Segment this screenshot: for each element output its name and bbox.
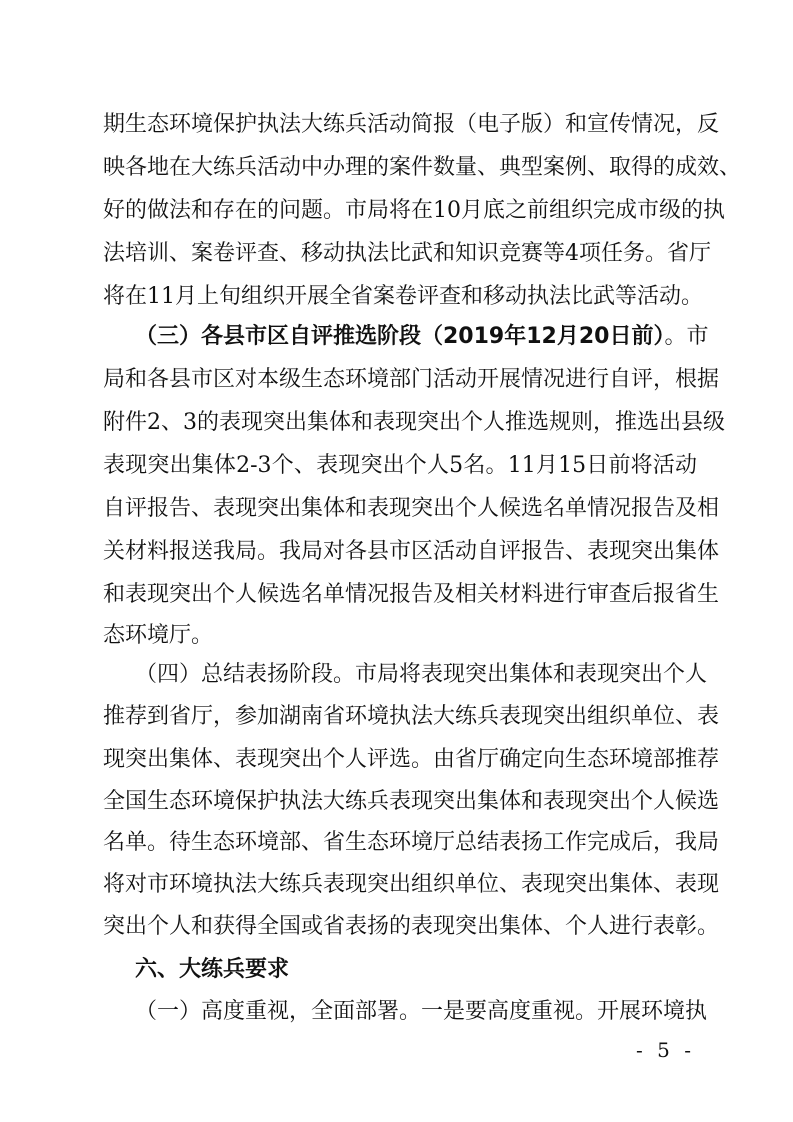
body-line: 将对市环境执法大练兵表现突出组织单位、表现突出集体、表现 bbox=[103, 872, 720, 897]
body-line: 映各地在大练兵活动中办理的案件数量、典型案例、取得的成效、 bbox=[103, 155, 742, 180]
subsection-line bbox=[135, 661, 708, 689]
body-line: 自评报告、表现突出集体和表现突出个人候选名单情况报告及相 bbox=[103, 496, 720, 521]
section-heading: 六、大练兵要求 bbox=[135, 957, 290, 982]
body-text: 。市 bbox=[664, 324, 709, 349]
body-line: 现突出集体、表现突出个人评选。由省厅确定向生态环境部推荐 bbox=[103, 747, 720, 772]
body-line: 关材料报送我局。我局对各县市区活动自评报告、表现突出集体 bbox=[103, 539, 720, 564]
body-text: 市局将表现突出集体和表现突出个人 bbox=[355, 662, 708, 687]
body-line: 表现突出集体2-3个、表现突出个人5名。11月15日前将活动 bbox=[103, 453, 697, 478]
body-line: 将在11月上旬组织开展全省案卷评查和移动执法比武等活动。 bbox=[103, 284, 703, 309]
body-line: 名单。待生态环境部、省生态环境厅总结表扬工作完成后，我局 bbox=[103, 830, 720, 855]
subsection-title-4: （四）总结表扬阶段。 bbox=[135, 662, 356, 687]
body-line: 突出个人和获得全国或省表扬的表现突出集体、个人进行表彰。 bbox=[103, 914, 720, 939]
subsection-line bbox=[135, 998, 708, 1026]
body-line: 附件2、3的表现突出集体和表现突出个人推选规则，推选出县级 bbox=[103, 410, 725, 435]
body-line: 态环境厅。 bbox=[103, 623, 214, 648]
body-line: 局和各县市区对本级生态环境部门活动开展情况进行自评，根据 bbox=[103, 367, 720, 392]
subsection-title-3: （三）各县市区自评推选阶段（2019年12月20日前） bbox=[135, 324, 665, 349]
body-line: 期生态环境保护执法大练兵活动简报（电子版）和宣传情况，反 bbox=[103, 112, 720, 137]
subsection-line bbox=[135, 323, 709, 351]
body-line: 和表现突出个人候选名单情况报告及相关材料进行审查后报省生 bbox=[103, 582, 720, 607]
body-line: 好的做法和存在的问题。市局将在10月底之前组织完成市级的执 bbox=[103, 198, 725, 223]
subsection-title-1: （一）高度重视，全面部署。 bbox=[135, 999, 422, 1024]
page-number: - 5 - bbox=[636, 1038, 695, 1062]
body-line: 全国生态环境保护执法大练兵表现突出集体和表现突出个人候选 bbox=[103, 789, 720, 814]
body-line: 推荐到省厅，参加湖南省环境执法大练兵表现突出组织单位、表 bbox=[103, 704, 720, 729]
body-line: 法培训、案卷评查、移动执法比武和知识竞赛等4项任务。省厅 bbox=[103, 241, 711, 266]
body-text: 一是要高度重视。开展环境执 bbox=[421, 999, 708, 1024]
